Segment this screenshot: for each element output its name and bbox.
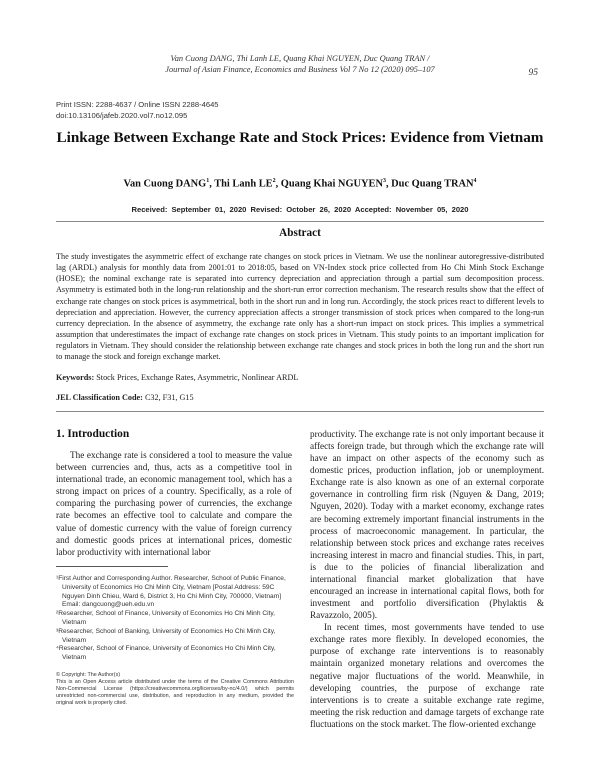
author-name: Quang Khai NGUYEN [280,178,383,190]
author-separator: , [385,178,392,190]
running-header-authors: Van Cuong DANG, Thi Lanh LE, Quang Khai NGUYEN, Duc Quang TRAN / [170,54,430,63]
body-paragraph: productivity. The exchange rate is not only important because it affects foreign trade, but through which the exchange rate will have an impact on other aspects of the economy such as domestic prices, production inflation, job or unemployment. Exchange rate is also known as one of an external corporate governance in controlling firm risk (Nguyen & Dang, 2019; Nguyen, 2020). Today with a market economy, exchange rates are becoming extremely important financial instruments in the process of macroeconomic management. In particular, the relationship between stock prices and exchange rates receives increasing interest in macro and financial studies. This, in part, is due to the policies of financial liberalization and international financial market globalization that have encouraged an increase in international capital flows, both for investment and portfolio diversification (Phylaktis & Ravazzolo, 2005). [310,429,544,621]
issn-line: Print ISSN: 2288-4637 / Online ISSN 2288-4645 [56,100,219,109]
author-separator: , [275,178,281,190]
page-number: 95 [528,68,538,78]
jel-label: JEL Classification Code: [56,393,143,402]
keywords-line [56,373,544,382]
divider [56,221,544,222]
abstract-text: The study investigates the asymmetric effect of exchange rate changes on stock prices in Vietnam. We use the nonlinear autoregressive-distributed lag (ARDL) analysis for monthly data from 2001:01 to 2018:05, based on VN-Index stock price collected from Ho Chi Minh Stock Exchange (HOSE); the nominal exchange rate is separated into currency depreciation and appreciation through a partial sum decomposition process. Asymmetry is estimated both in the long-run relationship and the short-run error correction mechanism. The research results show that the effect of exchange rate changes on stock prices is asymmetrical, both in the short run and in long run. Accordingly, the stock prices react to different levels to depreciation and appreciation. However, the currency appreciation affects a stronger transmission of stock prices when compared to the long-run currency depreciation. In the absence of asymmetry, the exchange rate only has a short-run impact on stock prices. This implies a symmetrical assumption that underestimates the impact of exchange rate changes on stock prices in Vietnam. This study points to an important implication for regulators in Vietnam. They should consider the relationship between exchange rate changes and stock prices in both the long run and the short run to manage the stock and foreign exchange market. [56,252,544,362]
copyright-notice [56,672,294,707]
running-header [0,53,600,75]
author-mark: 1 [206,178,210,184]
keywords-value: Stock Prices, Exchange Rates, Asymmetric, Nonlinear ARDL [96,373,299,382]
footnote-divider [56,566,168,567]
author-name: Duc Quang TRAN [391,178,474,190]
license-text: This is an Open Access article distributed under the terms of the Creative Commons Attribution Non-Commercial License (https://creativecommons.org/licenses/by-nc/4.0/) which permits unrestricted non-commercial use, distribution, and reproduction in any medium, provided the original work is properly cited. [56,678,294,706]
doi-line: doi:10.13106/jafeb.2020.vol7.no12.095 [56,111,188,120]
copyright-line: © Copyright: The Author(s) [56,672,121,678]
issn-block [56,99,219,121]
body-column-right [310,428,544,730]
author-separator: , [209,178,215,190]
author-mark: 4 [473,178,477,184]
author-mark: 3 [382,178,386,184]
jel-value: C32, F31, G15 [144,393,194,402]
keywords-label: Keywords: [56,373,95,382]
paper-title: Linkage Between Exchange Rate and Stock Prices: Evidence from Vietnam [56,129,544,146]
author-mark: 2 [272,178,276,184]
submission-dates: Received: September 01, 2020 Revised: October 26, 2020 Accepted: November 05, 2020 [131,205,469,214]
footnote: ⁴Researcher, School of Finance, University of Economics Ho Chi Minh City, Vietnam [56,645,276,662]
footnotes [56,575,294,663]
divider [56,411,544,412]
footnote: ²Researcher, School of Finance, University of Economics Ho Chi Minh City, Vietnam [56,610,276,626]
abstract-heading: Abstract [279,227,321,239]
running-header-journal: Journal of Asian Finance, Economics and Business Vol 7 No 12 (2020) 095–107 [165,65,435,74]
author-name: Van Cuong DANG [123,178,207,190]
author-name: Thi Lanh LE [214,178,273,190]
jel-line [56,393,544,402]
body-paragraph: In recent times, most governments have tended to use exchange rates more flexibly. In developed economies, the purpose of exchange rate interventions is to reasonably maintain organized monetary relations and overcomes the negative major fluctuations of the world. Meanwhile, in developing countries, the purpose of exchange rate interventions is to create a suitable exchange rate regime, meeting the risk reduction and damage targets of exchange rate fluctuations on the stock market. The flow-oriented exchange [310,622,544,729]
section-heading: 1. Introduction [56,428,130,440]
author-list [0,178,600,189]
footnote: ¹First Author and Corresponding Author. Researcher, School of Public Finance, University of Economics Ho Chi Minh City, Vietnam [Postal Address: 59C Nguyen Dinh Chieu, Ward 6, District 3, Ho Chi Minh City, 700000, Vietnam] Email: dangcuong@ueh.edu.vn [56,575,286,609]
body-column-left: The exchange rate is considered a tool to measure the value between currencies and, thus, acts as a competitive tool in international trade, an economic management tool, which has a strong impact on prices of a country. Specifically, as a role of comparing the purchasing power of currencies, the exchange rate becomes an effective tool to calculate and compare the value of domestic currency with the value of foreign currency and domestic goods prices at international prices, domestic labor productivity with international labor [56,450,292,557]
footnote: ³Researcher, School of Banking, University of Economics Ho Chi Minh City, Vietnam [56,627,276,644]
